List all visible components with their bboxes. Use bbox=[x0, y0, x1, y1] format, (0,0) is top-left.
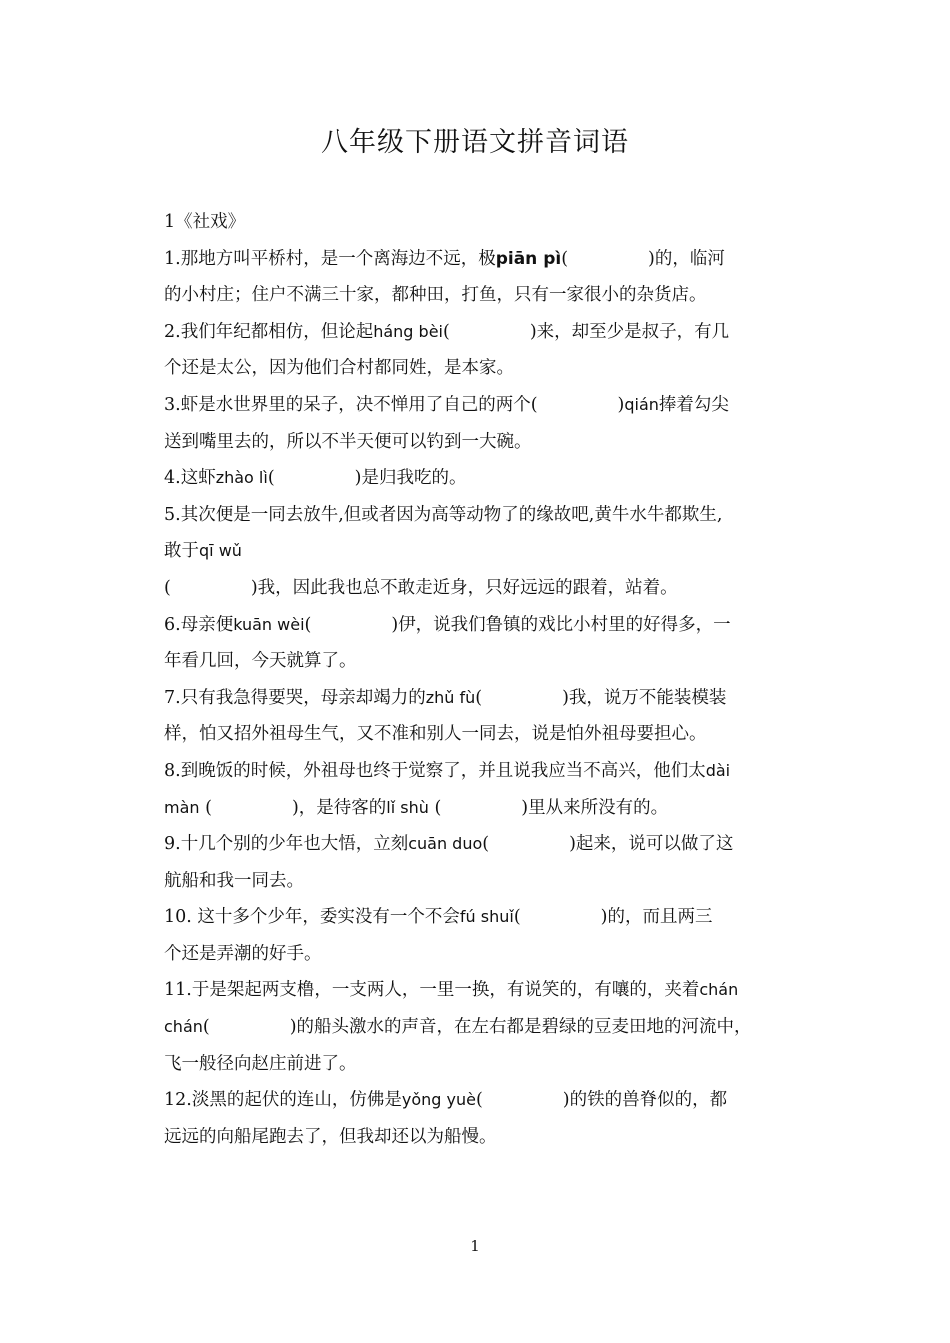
item-text: )的船头激水的声音，在左右都是碧绿的豆麦田地的河流中， bbox=[289, 1017, 752, 1038]
item-9-line-2: 航船和我一同去。 bbox=[164, 870, 304, 891]
item-text: ( bbox=[475, 687, 483, 708]
item-text: 10. 这十多个少年，委实没有一个不会 bbox=[164, 907, 460, 928]
pinyin: fú shuǐ bbox=[459, 907, 514, 927]
item-text: ) bbox=[617, 394, 625, 415]
item-11-line-1 bbox=[164, 972, 794, 1009]
item-1-line-2: 的小村庄；住户不满三十家，都种田，打鱼，只有一家很小的杂货店。 bbox=[164, 285, 707, 306]
item-text: 12.淡黑的起伏的连山，仿佛是 bbox=[164, 1090, 402, 1111]
item-text: 3.虾是水世界里的呆子，决不惮用了自己的两个( bbox=[164, 394, 538, 415]
item-5-line-3 bbox=[164, 570, 794, 607]
item-5-line-1: 5.其次便是一同去放牛,但或者因为高等动物了的缘故吧,黄牛水牛都欺生, bbox=[164, 504, 723, 525]
item-text: )里从来所没有的。 bbox=[521, 797, 669, 818]
item-text: 8.到晚饭的时候，外祖母也终于觉察了，并且说我应当不高兴，他们太 bbox=[164, 760, 706, 781]
item-10-line-1 bbox=[164, 899, 794, 936]
pinyin: qián bbox=[624, 394, 659, 414]
item-text: 11.于是架起两支橹，一支两人，一里一换，有说笑的，有嚷的，夹着 bbox=[164, 980, 700, 1001]
item-text: )的，临河 bbox=[648, 248, 725, 269]
item-text: ( bbox=[513, 907, 521, 928]
item-text: ( bbox=[475, 1090, 483, 1111]
item-text: )我，说万不能装模装 bbox=[562, 687, 727, 708]
pinyin: zhào lì bbox=[215, 468, 268, 488]
item-2-line-2: 个还是太公，因为他们合村都同姓，是本家。 bbox=[164, 358, 514, 379]
pinyin: kuān wèi bbox=[233, 614, 305, 634]
page-number: 1 bbox=[470, 1237, 480, 1255]
item-6-line-2: 年看几回，今天就算了。 bbox=[164, 651, 357, 672]
item-text: )来，却至少是叔子，有几 bbox=[529, 321, 730, 342]
pinyin: zhǔ fù bbox=[425, 687, 476, 707]
pinyin: qī wǔ bbox=[199, 541, 242, 561]
item-text: )伊，说我们鲁镇的戏比小村里的好得多，一 bbox=[391, 614, 731, 635]
item-text: ( bbox=[434, 797, 442, 818]
item-text: 敢于 bbox=[164, 541, 199, 562]
page-title: 八年级下册语文拼音词语 bbox=[321, 127, 629, 158]
pinyin: piān pì bbox=[495, 248, 562, 269]
item-text: 6.母亲便 bbox=[164, 614, 234, 635]
item-text: )起来，说可以做了这 bbox=[569, 834, 734, 855]
item-text: 7.只有我急得要哭，母亲却竭力的 bbox=[164, 687, 426, 708]
item-3-line-2: 送到嘴里去的，所以不半天便可以钓到一大碗。 bbox=[164, 431, 532, 452]
item-11-line-2 bbox=[164, 1009, 794, 1046]
item-1-line-1 bbox=[164, 241, 794, 278]
item-10-line-2: 个还是弄潮的好手。 bbox=[164, 943, 322, 964]
item-text: )，是待客的 bbox=[291, 797, 387, 818]
item-8-line-1 bbox=[164, 753, 794, 790]
item-3-line-1 bbox=[164, 387, 794, 424]
item-text: ( bbox=[482, 834, 490, 855]
item-text: 1.那地方叫平桥村，是一个离海边不远，极 bbox=[164, 248, 496, 269]
item-text: ( bbox=[561, 248, 569, 269]
item-text: )的，而且两三 bbox=[600, 907, 713, 928]
item-text: ( bbox=[202, 1017, 210, 1038]
item-text: )的铁的兽脊似的，都 bbox=[562, 1090, 728, 1111]
item-6-line-1 bbox=[164, 607, 794, 644]
pinyin: chán bbox=[164, 1017, 203, 1037]
item-text: 2.我们年纪都相仿，但论起 bbox=[164, 321, 374, 342]
item-8-line-2 bbox=[164, 790, 794, 827]
item-12-line-1 bbox=[164, 1082, 794, 1119]
item-text: ( bbox=[164, 577, 171, 598]
pinyin: chán bbox=[699, 980, 739, 1000]
pinyin: yǒng yuè bbox=[401, 1090, 476, 1110]
item-text: ( bbox=[267, 468, 275, 489]
pinyin: dài bbox=[705, 760, 731, 780]
item-11-line-3: 飞一般径向赵庄前进了。 bbox=[164, 1053, 357, 1074]
pinyin: háng bèi bbox=[373, 321, 443, 341]
item-text: ( bbox=[442, 321, 450, 342]
item-text: ( bbox=[205, 797, 212, 818]
item-text: 9.十几个别的少年也大悟，立刻 bbox=[164, 834, 409, 855]
item-text: ( bbox=[304, 614, 312, 635]
item-text: )我，因此我也总不敢走近身，只好远远的跟着，站着。 bbox=[250, 577, 678, 598]
item-9-line-1 bbox=[164, 826, 794, 863]
item-5-line-2 bbox=[164, 533, 794, 570]
item-7-line-2: 样，怕又招外祖母生气，又不准和别人一同去，说是怕外祖母要担心。 bbox=[164, 724, 707, 745]
item-4-line-1 bbox=[164, 460, 794, 497]
section-heading: 1《社戏》 bbox=[164, 212, 246, 232]
item-2-line-1 bbox=[164, 314, 794, 351]
item-text: 捧着勾尖 bbox=[658, 394, 729, 415]
item-12-line-2: 远远的向船尾跑去了，但我却还以为船慢。 bbox=[164, 1126, 497, 1147]
pinyin: lǐ shù bbox=[386, 797, 429, 817]
pinyin: cuān duo bbox=[408, 834, 483, 854]
pinyin: màn bbox=[164, 797, 200, 817]
item-7-line-1 bbox=[164, 680, 794, 717]
item-text: 4.这虾 bbox=[164, 468, 216, 489]
item-text: )是归我吃的。 bbox=[354, 468, 467, 489]
document-body bbox=[164, 204, 794, 1155]
